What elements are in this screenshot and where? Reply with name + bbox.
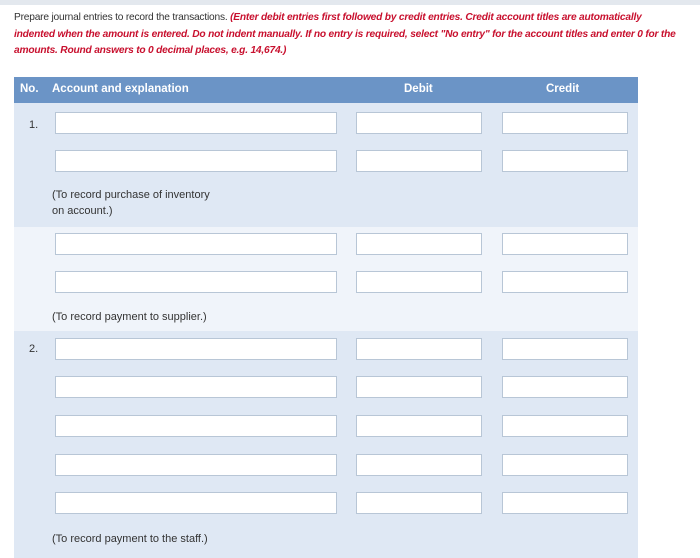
entry-2-group xyxy=(14,331,638,558)
account-field[interactable] xyxy=(55,376,337,398)
entry-explanation: (To record purchase of inventory on account.) xyxy=(52,189,210,217)
header-debit: Debit xyxy=(404,83,433,95)
entry-explanation: (To record payment to supplier.) xyxy=(52,311,207,323)
account-field[interactable] xyxy=(55,271,337,293)
header-account: Account and explanation xyxy=(52,83,189,95)
entry-1-group xyxy=(14,103,638,227)
credit-field[interactable] xyxy=(502,454,628,476)
account-field[interactable] xyxy=(55,338,337,360)
table-header xyxy=(14,77,638,103)
credit-field[interactable] xyxy=(502,271,628,293)
credit-field[interactable] xyxy=(502,492,628,514)
header-no: No. xyxy=(20,83,39,95)
debit-field[interactable] xyxy=(356,338,482,360)
account-field[interactable] xyxy=(55,150,337,172)
top-divider xyxy=(0,0,700,5)
account-field[interactable] xyxy=(55,454,337,476)
entry-explanation: (To record payment to the staff.) xyxy=(52,533,208,545)
instructions-lead: Prepare journal entries to record the transactions. xyxy=(14,12,231,23)
header-credit: Credit xyxy=(546,83,580,95)
credit-field[interactable] xyxy=(502,233,628,255)
account-field[interactable] xyxy=(55,233,337,255)
account-field[interactable] xyxy=(55,112,337,134)
account-field[interactable] xyxy=(55,415,337,437)
credit-field[interactable] xyxy=(502,415,628,437)
debit-field[interactable] xyxy=(356,233,482,255)
entry-number: 2. xyxy=(29,343,39,355)
debit-field[interactable] xyxy=(356,112,482,134)
credit-field[interactable] xyxy=(502,376,628,398)
journal-entry-table xyxy=(14,77,638,558)
instructions-emphasis: (Enter debit entries first followed by credit entries. Credit account titles are automatically indented when the amount is entered. Do not indent manually. If no entry is required, select "No entry" for the account titles and enter 0 for the amounts. Round answers to 0 decimal places, e.g. 14,674.) xyxy=(14,12,676,56)
entry-number: 1. xyxy=(29,119,39,131)
debit-field[interactable] xyxy=(356,492,482,514)
credit-field[interactable] xyxy=(502,150,628,172)
account-field[interactable] xyxy=(55,492,337,514)
debit-field[interactable] xyxy=(356,271,482,293)
credit-field[interactable] xyxy=(502,338,628,360)
debit-field[interactable] xyxy=(356,415,482,437)
instructions xyxy=(14,10,684,60)
debit-field[interactable] xyxy=(356,150,482,172)
entry-1b-group xyxy=(14,227,638,331)
debit-field[interactable] xyxy=(356,454,482,476)
debit-field[interactable] xyxy=(356,376,482,398)
credit-field[interactable] xyxy=(502,112,628,134)
